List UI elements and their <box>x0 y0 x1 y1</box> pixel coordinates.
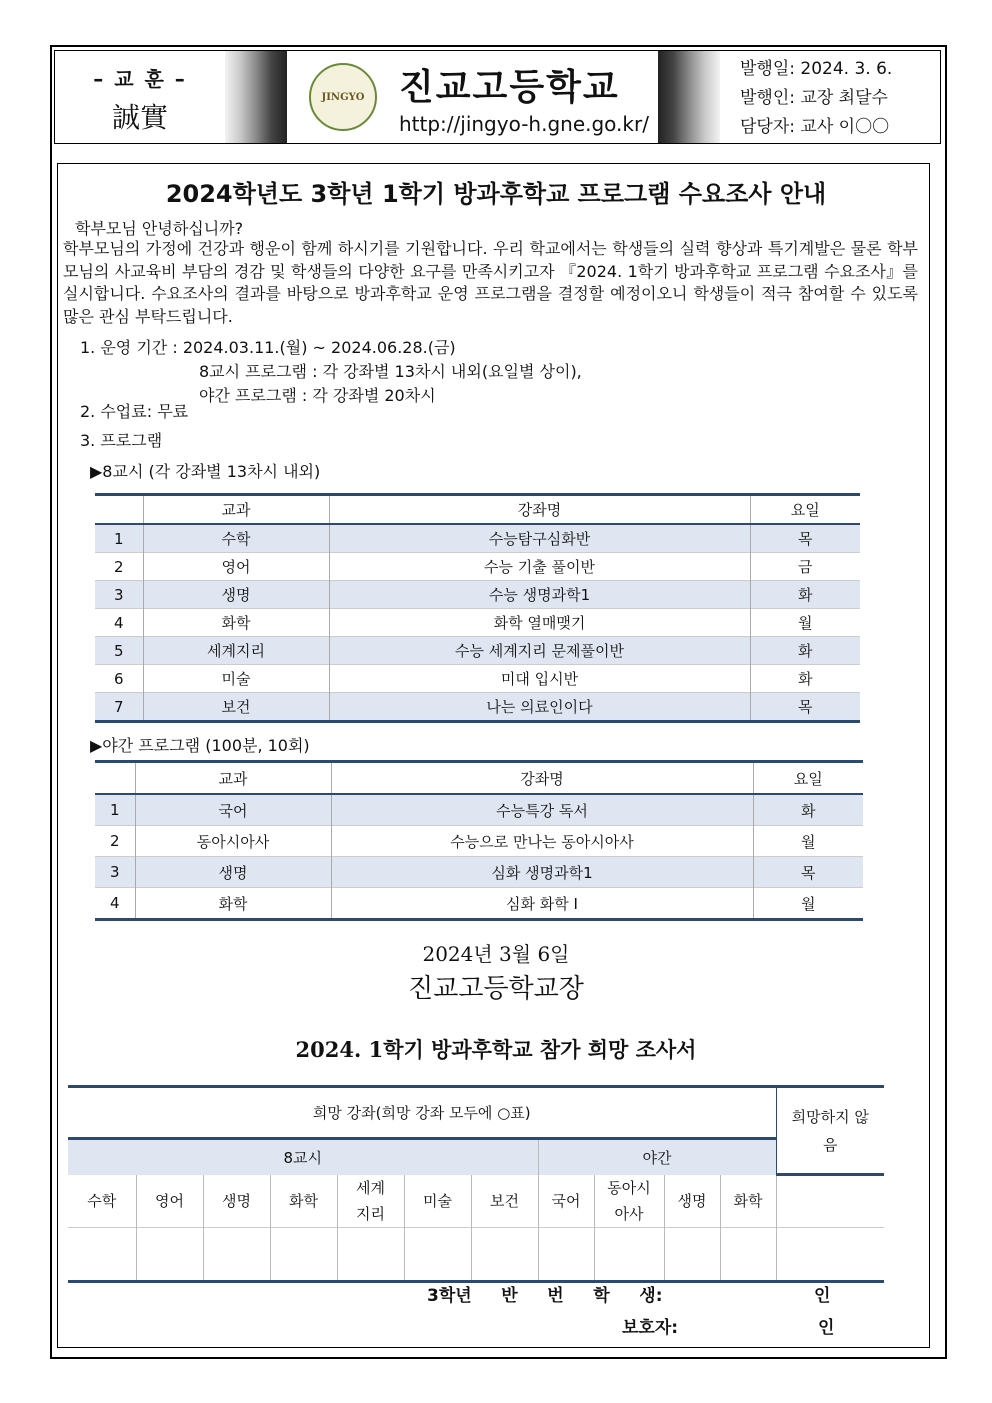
table-row <box>95 609 860 637</box>
row-subject: 수학 <box>143 524 329 553</box>
table-header-row <box>95 495 860 525</box>
table-row <box>95 553 860 581</box>
row-course: 수능 생명과학1 <box>329 581 750 609</box>
table-header-row <box>95 762 863 795</box>
table-row <box>95 826 863 857</box>
row-day: 월 <box>750 609 860 637</box>
row-day: 목 <box>750 524 860 553</box>
row-subject: 영어 <box>143 553 329 581</box>
answer-cell[interactable] <box>404 1227 471 1281</box>
principal-line: 진교고등학교장 <box>408 974 584 1004</box>
greeting: 학부모님 안녕하십니까? <box>75 219 244 238</box>
student-seal: 인 <box>814 1286 831 1306</box>
row-course: 수능특강 독서 <box>331 794 753 826</box>
survey-col: 세계 지리 <box>337 1175 404 1228</box>
row-no: 5 <box>113 641 124 660</box>
school-name: 진교고등학교 <box>399 66 620 108</box>
subheading-8: ▶8교시 (각 강좌별 13차시 내외) <box>90 462 321 481</box>
row-no: 4 <box>109 894 120 912</box>
answer-cell[interactable] <box>203 1227 270 1281</box>
gradient-bar-left <box>225 51 287 143</box>
item-program: 3. 프로그램 <box>80 431 163 450</box>
row-no: 3 <box>113 585 124 604</box>
row-course: 수능탐구심화반 <box>329 524 750 553</box>
row-no: 4 <box>113 613 124 632</box>
survey-header: 희망 강좌(희망 강좌 모두에 ○표) <box>68 1087 776 1139</box>
item-period: 1. 운영 기간 : 2024.03.11.(월) ~ 2024.06.28.(금) <box>80 338 456 357</box>
survey-answer-row <box>68 1227 884 1281</box>
header-center <box>287 51 658 143</box>
document-title: 2024학년도 3학년 1학기 방과후학교 프로그램 수요조사 안내 <box>165 180 827 208</box>
manager: 담당자: 교사 이〇〇 <box>740 117 890 137</box>
header-subject: 교과 <box>135 762 331 795</box>
gradient-bar-right <box>658 51 720 143</box>
row-day: 화 <box>750 581 860 609</box>
row-subject: 국어 <box>135 794 331 826</box>
answer-cell[interactable] <box>270 1227 337 1281</box>
row-course: 심화 생명과학1 <box>331 857 753 888</box>
table-row <box>95 693 860 722</box>
publisher: 발행인: 교장 최달수 <box>740 88 888 108</box>
row-no: 1 <box>113 529 124 548</box>
table-row <box>95 581 860 609</box>
row-subject: 화학 <box>135 888 331 920</box>
row-no: 2 <box>109 832 120 850</box>
issue-date: 발행일: 2024. 3. 6. <box>740 59 893 79</box>
answer-cell[interactable] <box>594 1227 664 1281</box>
header-subject: 교과 <box>143 495 329 525</box>
row-course: 나는 의료인이다 <box>329 693 750 722</box>
row-no: 3 <box>109 863 120 881</box>
row-course: 심화 화학 I <box>331 888 753 920</box>
school-motto <box>55 51 225 143</box>
row-subject: 세계지리 <box>143 637 329 665</box>
student-signature-label: 3학년 반 번 학 생: <box>427 1286 663 1306</box>
subheading-night: ▶야간 프로그램 (100분, 10회) <box>90 736 310 755</box>
row-subject: 화학 <box>143 609 329 637</box>
row-day: 금 <box>750 553 860 581</box>
survey-col: 수학 <box>87 1191 117 1210</box>
survey-col: 생명 <box>203 1175 270 1228</box>
program8-table <box>95 493 860 723</box>
survey-col: 국어 <box>538 1175 594 1228</box>
row-day: 목 <box>750 693 860 722</box>
header-course: 강좌명 <box>331 762 753 795</box>
row-course: 수능 기출 풀이반 <box>329 553 750 581</box>
row-course: 화학 열매맺기 <box>329 609 750 637</box>
survey-col: 화학 <box>720 1175 776 1228</box>
row-course: 수능으로 만나는 동아시아사 <box>331 826 753 857</box>
survey-header-row <box>68 1087 884 1139</box>
survey-group-night: 야간 <box>538 1139 776 1175</box>
survey-table <box>68 1085 884 1283</box>
survey-col: 생명 <box>664 1175 720 1228</box>
item-period-night: 야간 프로그램 : 각 강좌별 20차시 <box>199 386 436 405</box>
logo-text: JINGYO <box>321 91 365 103</box>
survey-none-cell <box>776 1175 884 1228</box>
newsletter-header <box>54 50 941 144</box>
table-row <box>95 524 860 553</box>
table-row <box>95 637 860 665</box>
issue-meta <box>720 51 940 143</box>
motto-title: – 교 훈 – <box>93 67 187 91</box>
row-subject: 생명 <box>143 581 329 609</box>
row-subject: 보건 <box>143 693 329 722</box>
answer-cell[interactable] <box>68 1227 136 1281</box>
row-day: 목 <box>753 857 863 888</box>
survey-col: 화학 <box>270 1175 337 1228</box>
survey-title: 2024. 1학기 방과후학교 참가 희망 조사서 <box>295 1037 697 1062</box>
row-no: 2 <box>113 557 124 576</box>
survey-group-row <box>68 1139 884 1175</box>
motto-text: 誠實 <box>111 101 168 134</box>
program-night-table <box>95 760 863 921</box>
header-course: 강좌명 <box>329 495 750 525</box>
header-day: 요일 <box>753 762 863 795</box>
row-subject: 미술 <box>143 665 329 693</box>
survey-col: 영어 <box>136 1175 203 1228</box>
answer-cell[interactable] <box>720 1227 776 1281</box>
survey-col: 미술 <box>404 1175 471 1228</box>
survey-col-row <box>68 1175 884 1228</box>
header-no <box>95 762 135 795</box>
row-course: 수능 세계지리 문제풀이반 <box>329 637 750 665</box>
answer-cell[interactable] <box>337 1227 404 1281</box>
parent-signature-label: 보호자: <box>622 1318 679 1338</box>
header-no <box>95 495 143 525</box>
survey-group-8: 8교시 <box>68 1139 538 1175</box>
item-fee: 2. 수업료: 무료 <box>80 402 189 421</box>
table-row <box>95 888 863 920</box>
answer-cell[interactable] <box>136 1227 203 1281</box>
row-subject: 생명 <box>135 857 331 888</box>
row-no: 7 <box>113 697 124 716</box>
school-url[interactable]: http://jingyo-h.gne.go.kr/ <box>399 111 649 136</box>
header-day: 요일 <box>750 495 860 525</box>
survey-none: 희망하지 않음 <box>776 1087 884 1175</box>
table-row <box>95 857 863 888</box>
table-row <box>95 665 860 693</box>
row-day: 월 <box>753 888 863 920</box>
row-day: 화 <box>750 665 860 693</box>
issue-date-line: 2024년 3월 6일 <box>422 942 570 966</box>
row-course: 미대 입시반 <box>329 665 750 693</box>
answer-cell[interactable] <box>471 1227 538 1281</box>
row-no: 1 <box>109 801 120 819</box>
parent-seal: 인 <box>818 1318 835 1338</box>
answer-cell[interactable] <box>664 1227 720 1281</box>
row-subject: 동아시아사 <box>135 826 331 857</box>
body-paragraph: 학부모님의 가정에 건강과 행운이 함께 하시기를 기원합니다. 우리 학교에서는 학생들의 실력 향상과 특기계발은 물론 학부모님의 사교육비 부담의 경감 및 학생들의 다양한 요구를 만족시키고자 『2024. 1학기 방과후학교 프로그램 수요조사』를 실시합니다. 수요조사의 결과를 바탕으로 방과후학교 운영 프로그램을 결정할 예정이오니 학생들이 적극 참여할 수 있도록 많은 관심 부탁드립니다. <box>63 239 918 326</box>
survey-col: 보건 <box>471 1175 538 1228</box>
table-row <box>95 794 863 826</box>
row-day: 화 <box>753 794 863 826</box>
school-logo <box>309 63 377 131</box>
answer-cell-none[interactable] <box>776 1227 884 1281</box>
survey-col: 동아시 아사 <box>594 1175 664 1228</box>
row-day: 월 <box>753 826 863 857</box>
row-no: 6 <box>113 669 124 688</box>
item-period-8: 8교시 프로그램 : 각 강좌별 13차시 내외(요일별 상이), <box>199 362 582 381</box>
row-day: 화 <box>750 637 860 665</box>
answer-cell[interactable] <box>538 1227 594 1281</box>
